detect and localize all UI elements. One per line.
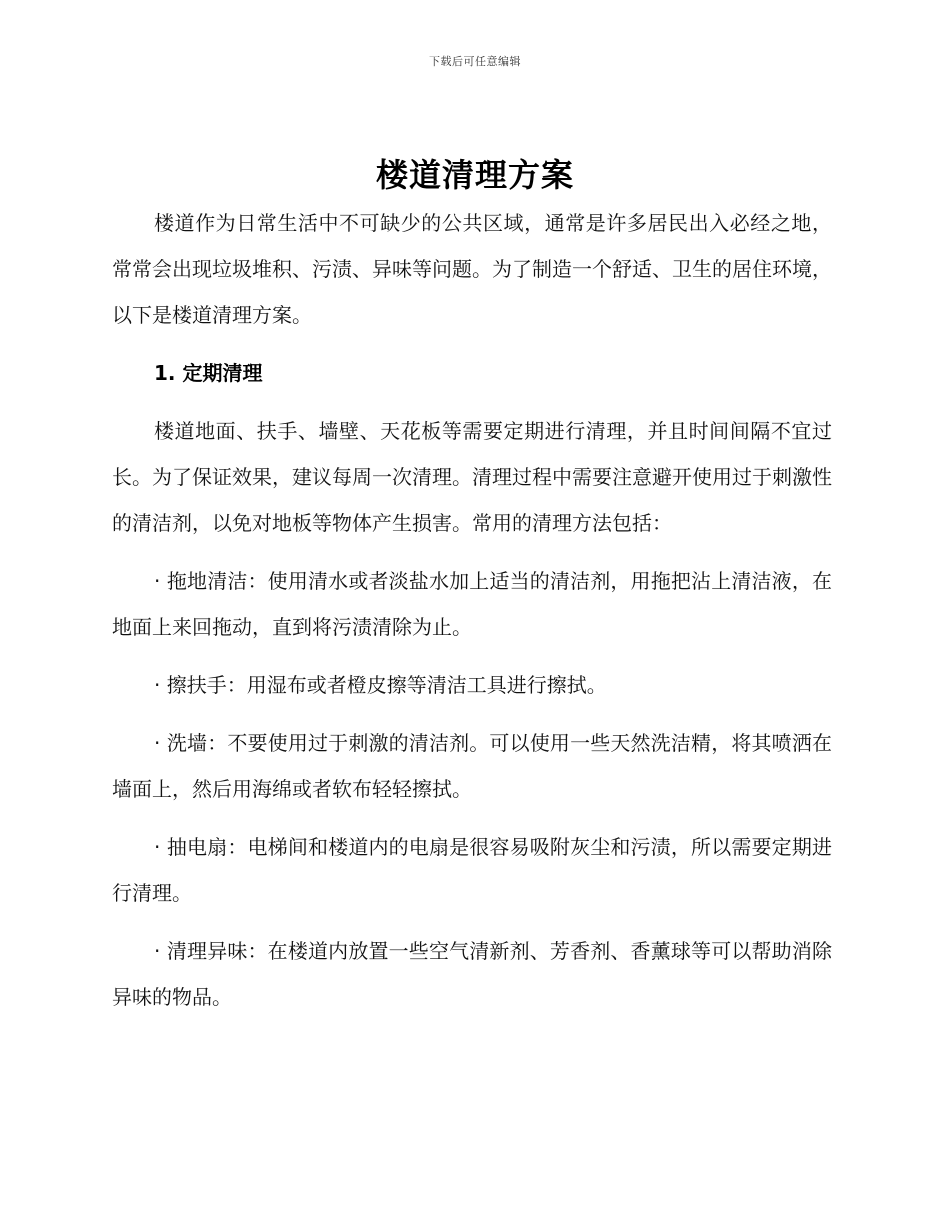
list-item: · 抽电扇：电梯间和楼道内的电扇是很容易吸附灰尘和污渍，所以需要定期进行清理。 bbox=[112, 835, 832, 905]
document-title: 楼道清理方案 bbox=[375, 156, 574, 194]
header-note: 下载后可任意编辑 bbox=[429, 55, 521, 68]
list-item: · 洗墙：不要使用过于刺激的清洁剂。可以使用一些天然洗洁精，将其喷洒在墙面上，然后用海绵或者软布轻轻擦拭。 bbox=[112, 731, 832, 801]
section-heading: 1. 定期清理 bbox=[154, 361, 263, 385]
list-item: · 拖地清洁：使用清水或者淡盐水加上适当的清洁剂，用拖把沾上清洁液，在地面上来回拖动，直到将污渍清除为止。 bbox=[112, 569, 832, 639]
intro-paragraph: 楼道作为日常生活中不可缺少的公共区域，通常是许多居民出入必经之地，常常会出现垃圾堆积、污渍、异味等问题。为了制造一个舒适、卫生的居住环境，以下是楼道清理方案。 bbox=[112, 211, 832, 327]
section-paragraph: 楼道地面、扶手、墙壁、天花板等需要定期进行清理，并且时间间隔不宜过长。为了保证效果，建议每周一次清理。清理过程中需要注意避开使用过于刺激性的清洁剂，以免对地板等物体产生损害。常用的清理方法包括： bbox=[112, 419, 832, 535]
list-item: · 擦扶手：用湿布或者橙皮擦等清洁工具进行擦拭。 bbox=[154, 673, 607, 697]
list-item: · 清理异味：在楼道内放置一些空气清新剂、芳香剂、香薰球等可以帮助消除异味的物品。 bbox=[112, 939, 832, 1009]
document-body bbox=[112, 200, 832, 1032]
